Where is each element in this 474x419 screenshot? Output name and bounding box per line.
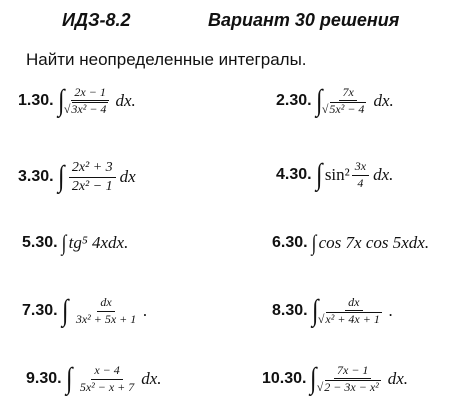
problem-2 <box>276 78 394 124</box>
problem-number: 7.30. <box>22 302 58 319</box>
fraction <box>73 296 139 325</box>
integral-sign: ∫ <box>311 294 318 327</box>
problem-number: 3.30. <box>18 168 54 185</box>
denominator: 2x² − 1 <box>71 178 113 194</box>
problem-1 <box>18 78 136 124</box>
fraction <box>322 364 384 394</box>
integral-sign: ∫ <box>315 158 322 191</box>
problem-7 <box>22 288 148 334</box>
numerator: dx <box>97 296 114 311</box>
problem-number: 4.30. <box>276 166 312 183</box>
numerator: 2x² + 3 <box>69 160 116 177</box>
integral-sign: ∫ <box>315 84 322 117</box>
problem-8 <box>272 288 393 334</box>
numerator: dx <box>345 296 362 311</box>
integral-sign: ∫ <box>61 230 67 255</box>
denominator: √ 3x² − 4 <box>72 102 109 116</box>
differential: dx. <box>373 165 394 184</box>
integral-sign: ∫ <box>310 362 317 395</box>
problem-5 <box>22 220 128 266</box>
problem-number: 9.30. <box>26 370 62 387</box>
denominator: 3x² + 5x + 1 <box>75 311 137 326</box>
numerator: 2x − 1 <box>71 86 108 101</box>
fraction <box>327 86 370 116</box>
denominator: √ 2 − 3x − x² <box>325 380 381 394</box>
integral-sign: ∫ <box>57 84 64 117</box>
function-name: sin² <box>324 165 350 184</box>
problem-number: 10.30. <box>262 370 307 387</box>
problem-6 <box>272 220 429 266</box>
numerator: 7x <box>339 86 356 101</box>
problem-number: 8.30. <box>272 302 308 319</box>
problem-number: 5.30. <box>22 234 58 251</box>
numerator: x − 4 <box>91 364 122 379</box>
fraction <box>77 364 137 393</box>
period: . <box>388 301 394 320</box>
denominator: 4 <box>357 175 364 190</box>
problem-9 <box>26 356 162 402</box>
fraction <box>323 296 385 326</box>
differential: dx. <box>387 369 409 388</box>
numerator: 7x − 1 <box>334 364 371 379</box>
task-instruction: Найти неопределенные интегралы. <box>26 50 307 69</box>
denominator: 5x² − x + 7 <box>79 379 135 394</box>
problem-4 <box>276 152 393 198</box>
period: . <box>143 301 148 320</box>
document-title <box>0 8 474 34</box>
problem-number: 1.30. <box>18 92 54 109</box>
integral-sign: ∫ <box>311 230 317 255</box>
assignment-code: ИДЗ-8.2 <box>62 10 131 30</box>
integral-sign: ∫ <box>61 294 68 327</box>
problem-3 <box>18 154 136 200</box>
integrand: tg⁵ 4xdx. <box>68 233 129 252</box>
differential: dx. <box>115 91 136 110</box>
differential: dx. <box>141 369 162 388</box>
integral-sign: ∫ <box>57 160 64 193</box>
denominator: √ x² + 4x + 1 <box>326 312 382 326</box>
integral-sign: ∫ <box>65 362 72 395</box>
fraction <box>352 160 369 189</box>
integrand: cos 7x cos 5xdx. <box>318 233 430 252</box>
problem-10 <box>262 356 408 402</box>
differential: dx. <box>373 91 394 110</box>
denominator: √ 5x² − 4 <box>330 102 367 116</box>
fraction <box>69 160 116 194</box>
numerator: 3x <box>352 160 369 175</box>
problem-number: 2.30. <box>276 92 312 109</box>
problem-number: 6.30. <box>272 234 308 251</box>
variant-label: Вариант 30 решения <box>208 10 400 30</box>
differential: dx <box>119 167 136 186</box>
fraction <box>69 86 112 116</box>
